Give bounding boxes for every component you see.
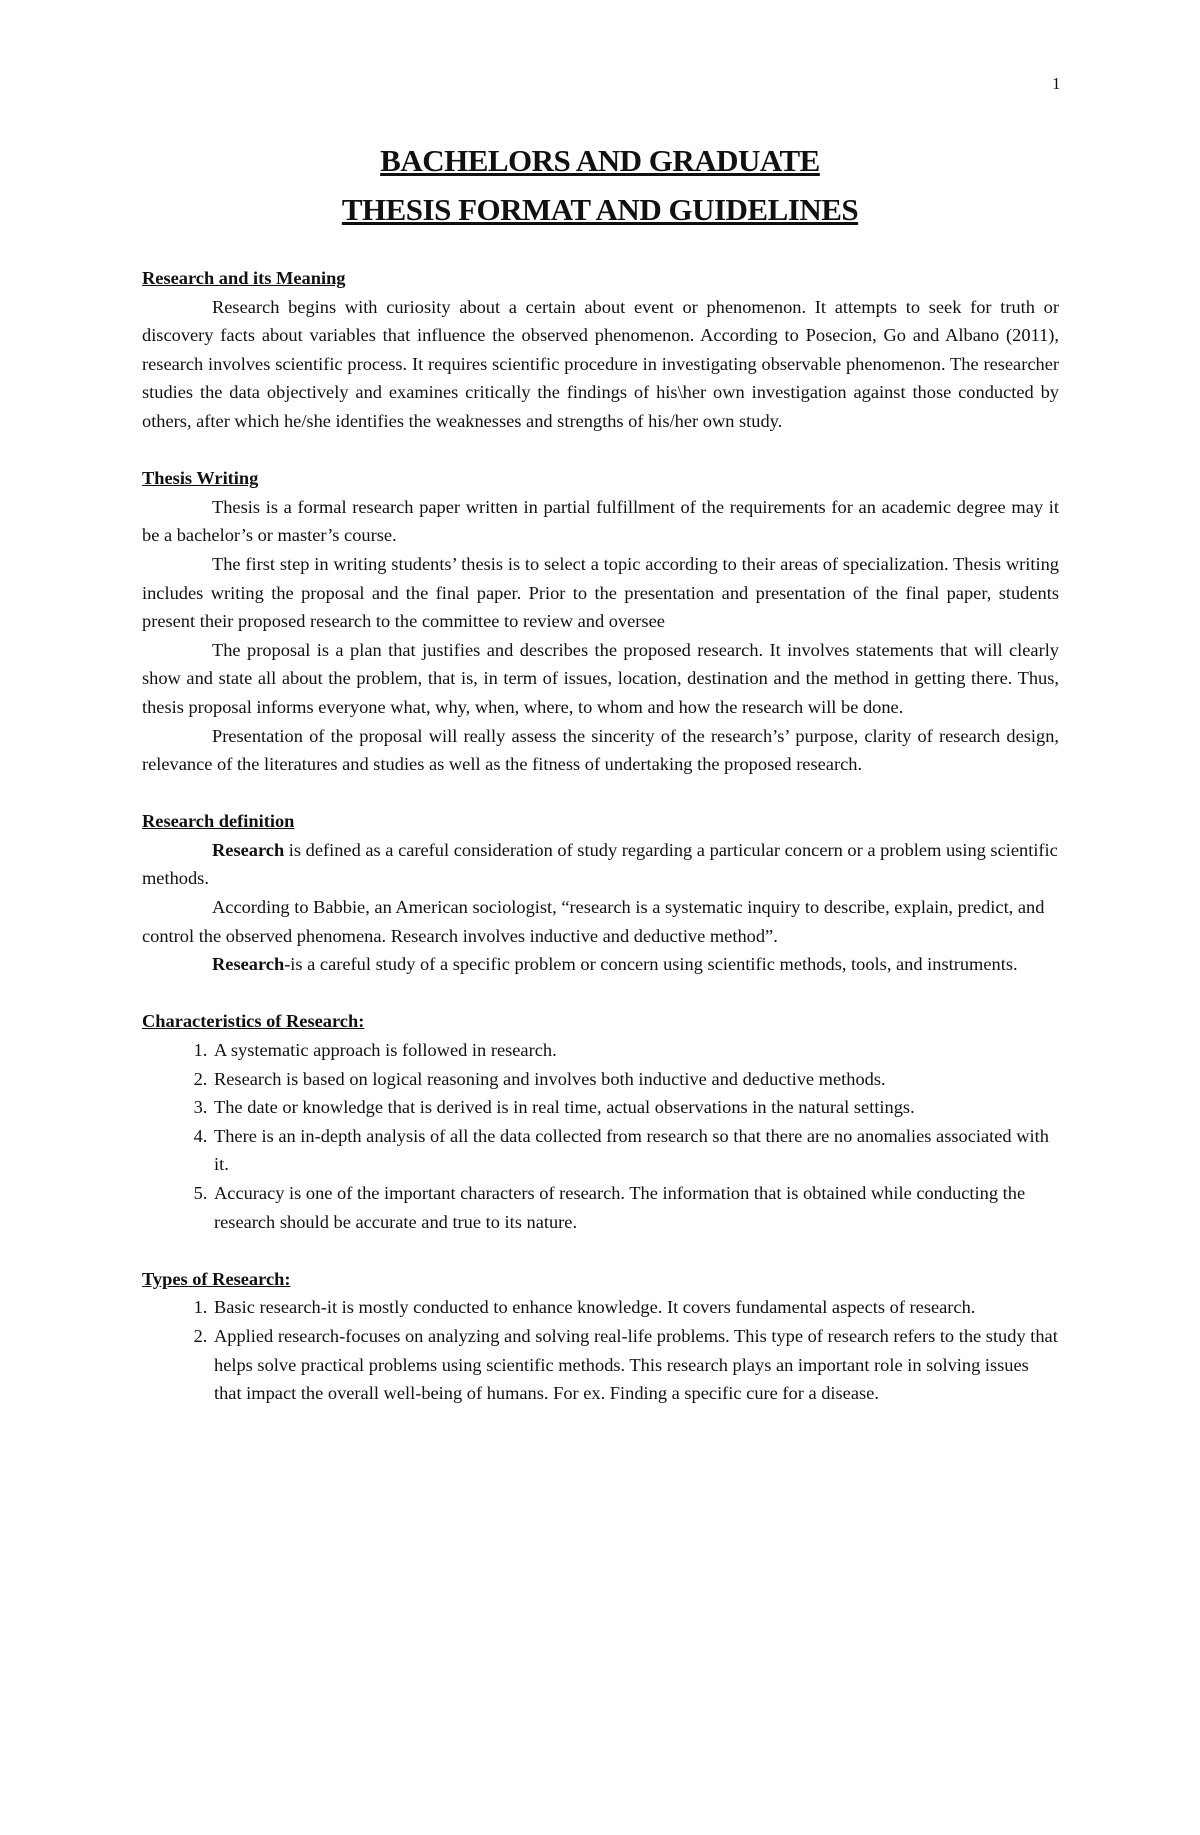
section-heading-types: Types of Research: bbox=[142, 1268, 291, 1289]
definition-text-1: is defined as a careful consideration of study regarding a particular concern or a problem using scientific methods. bbox=[142, 839, 1058, 889]
list-item: 2. Research is based on logical reasoning and involves both inductive and deductive methods. bbox=[212, 1065, 1059, 1094]
definition-paragraph-2: According to Babbie, an American sociologist, “research is a systematic inquiry to describe, explain, predict, and control the observed phenomena. Research involves inductive and deductive method”. bbox=[142, 897, 1045, 946]
definition-paragraph-3 bbox=[142, 950, 1059, 979]
document-body bbox=[142, 264, 1059, 1408]
thesis-paragraph-2: The first step in writing students’ thesis is to select a topic according to their areas of specialization. Thesis writing includes writing the proposal and the final paper. Prior to the presentation and presentation of the final paper, students present their proposed research to the committee to review and oversee bbox=[142, 553, 1059, 632]
list-item: 2. Applied research-focuses on analyzing and solving real-life problems. This type of research refers to the study that helps solve practical problems using scientific methods. This research plays an important role in solving issues that impact the overall well-being of humans. For ex. Finding a specific cure for a disease. bbox=[212, 1322, 1059, 1408]
document-title-line-2: THESIS FORMAT AND GUIDELINES bbox=[341, 192, 859, 227]
types-list bbox=[142, 1293, 1059, 1407]
section-heading-thesis-writing: Thesis Writing bbox=[142, 468, 259, 489]
meaning-paragraph: Research begins with curiosity about a certain about event or phenomenon. It attempts to seek for truth or discovery facts about variables that influence the observed phenomenon. According to Posecion, Go and Albano (2011), research involves scientific process. It requires scientific procedure in investigating observable phenomenon. The researcher studies the data objectively and examines critically the findings of his\her own investigation against those conducted by others, after which he/she identifies the weaknesses and strengths of his/her own study. bbox=[142, 296, 1059, 431]
list-item: 5. Accuracy is one of the important characters of research. The information that is obtained while conducting the research should be accurate and true to its nature. bbox=[212, 1179, 1059, 1236]
document-title-line-1: BACHELORS AND GRADUATE bbox=[380, 143, 820, 178]
thesis-paragraph-1: Thesis is a formal research paper written in partial fulfillment of the requirements for an academic degree may it be a bachelor’s or master’s course. bbox=[142, 496, 1059, 546]
definition-text-3: -is a careful study of a specific problem or concern using scientific methods, tools, and instruments. bbox=[284, 954, 1018, 975]
characteristics-list bbox=[142, 1036, 1059, 1236]
list-item: 4. There is an in-depth analysis of all the data collected from research so that there are no anomalies associated with it. bbox=[212, 1122, 1059, 1179]
section-heading-meaning: Research and its Meaning bbox=[142, 268, 346, 288]
thesis-paragraph-3: The proposal is a plan that justifies and describes the proposed research. It involves statements that will clearly show and state all about the problem, that is, in term of issues, location, destination and the method in getting there. Thus, thesis proposal informs everyone what, why, when, where, to whom and how the research will be done. bbox=[142, 639, 1059, 717]
page-number: 1 bbox=[1052, 74, 1061, 93]
list-item: 1. A systematic approach is followed in research. bbox=[212, 1036, 1059, 1065]
list-item: 3. The date or knowledge that is derived is in real time, actual observations in the natural settings. bbox=[212, 1093, 1059, 1122]
list-item: 1. Basic research-it is mostly conducted to enhance knowledge. It covers fundamental aspects of research. bbox=[212, 1293, 1059, 1322]
section-heading-characteristics: Characteristics of Research: bbox=[142, 1011, 365, 1032]
thesis-paragraph-4: Presentation of the proposal will really assess the sincerity of the research’s’ purpose, clarity of research design, relevance of the literatures and studies as well as the fitness of undertaking the proposed research. bbox=[142, 725, 1059, 775]
section-heading-definition: Research definition bbox=[142, 811, 295, 832]
definition-term-3: Research bbox=[212, 954, 285, 975]
definition-term-1: Research bbox=[212, 839, 285, 860]
definition-paragraph-1 bbox=[142, 836, 1059, 893]
